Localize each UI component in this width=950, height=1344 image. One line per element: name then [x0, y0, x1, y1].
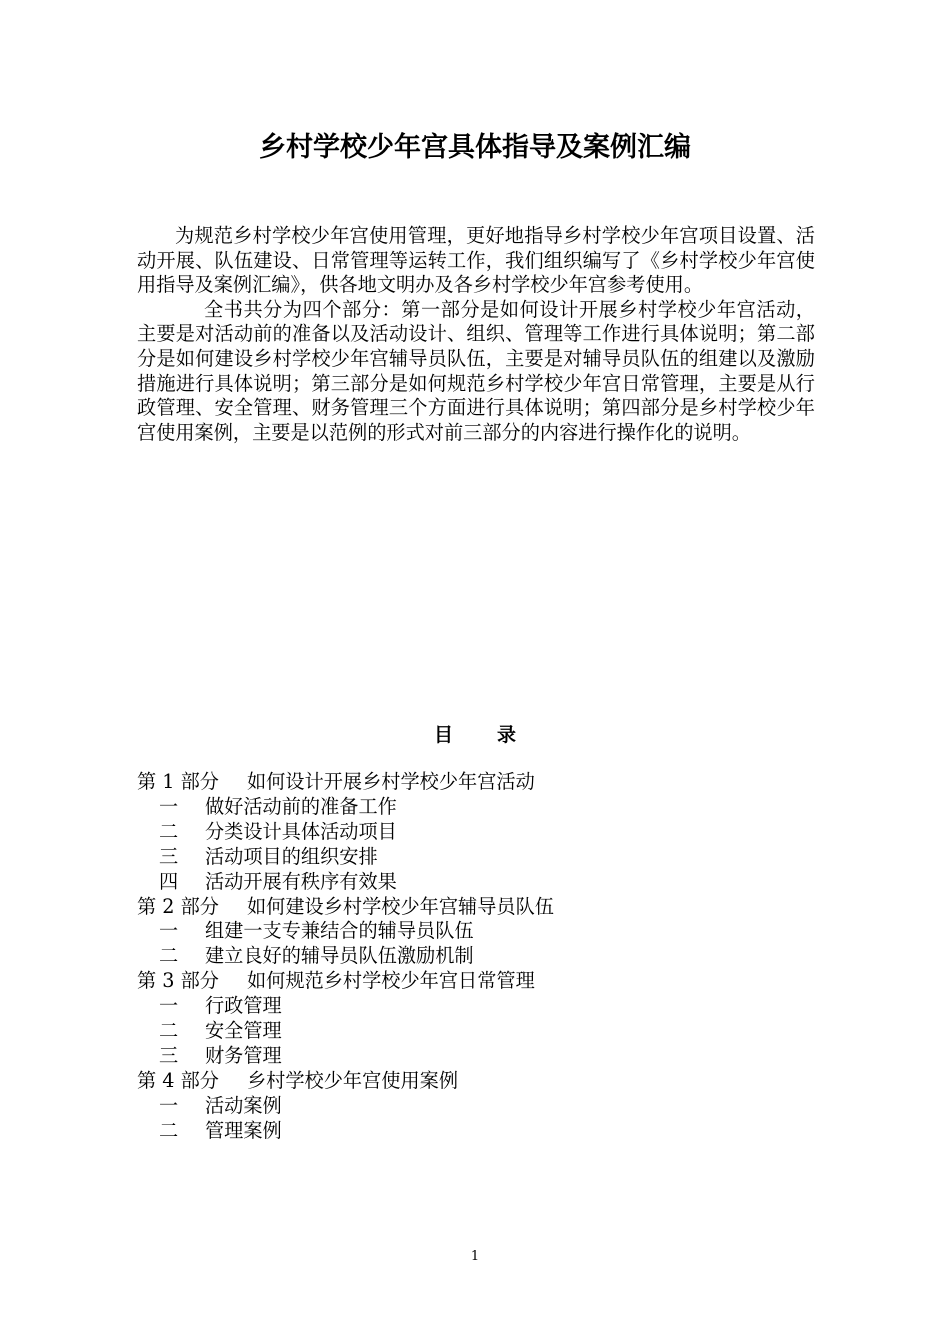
toc-item: [137, 845, 817, 870]
toc-item-number: 一: [159, 919, 179, 943]
toc-item-number: 三: [159, 844, 179, 868]
toc-item-title: 组建一支专兼结合的辅导员队伍: [205, 919, 474, 943]
toc-part-number: 第 4 部分: [137, 1068, 219, 1092]
toc-part-title: 如何建设乡村学校少年宫辅导员队伍: [247, 894, 554, 918]
toc-item-title: 活动项目的组织安排: [205, 844, 378, 868]
toc-item-title: 建立良好的辅导员队伍激励机制: [205, 944, 474, 968]
toc-part-number: 第 2 部分: [137, 894, 219, 918]
toc-item: [137, 1019, 817, 1044]
toc-item-number: 四: [159, 869, 179, 893]
toc-part-title: 乡村学校少年宫使用案例: [247, 1068, 459, 1092]
page-number: 1: [470, 1249, 480, 1264]
toc-item-title: 活动开展有秩序有效果: [205, 869, 397, 893]
toc-item: [137, 944, 817, 969]
toc-item-title: 分类设计具体活动项目: [205, 819, 397, 843]
toc-item-title: 行政管理: [205, 994, 282, 1018]
toc-item-title: 管理案例: [205, 1118, 282, 1142]
toc-item-title: 安全管理: [205, 1019, 282, 1043]
toc-item-number: 二: [159, 1019, 179, 1043]
toc-item-title: 财务管理: [205, 1043, 282, 1067]
toc-part-4: [137, 1069, 817, 1094]
toc-part-title: 如何设计开展乡村学校少年宫活动: [247, 770, 535, 793]
toc-item-number: 一: [159, 1093, 179, 1117]
toc-item: [137, 1119, 817, 1144]
intro-paragraph-2: 全书共分为四个部分：第一部分是如何设计开展乡村学校少年宫活动，主要是对活动前的准备以及活动设计、组织、管理等工作进行具体说明；第二部分是如何建设乡村学校少年宫辅导员队伍，主要是对辅导员队伍的组建以及激励措施进行具体说明；第三部分是如何规范乡村学校少年宫日常管理，主要是从行政管理、安全管理、财务管理三个方面进行具体说明；第四部分是乡村学校少年宫使用案例，主要是以范例的形式对前三部分的内容进行操作化的说明。: [137, 297, 815, 444]
toc-part-number: 第 3 部分: [137, 969, 219, 993]
toc-item: [137, 919, 817, 944]
toc-item: [137, 820, 817, 845]
intro-section: [137, 224, 815, 445]
toc-item: [137, 1044, 817, 1069]
document-title: 乡村学校少年宫具体指导及案例汇编: [259, 132, 691, 163]
toc-part-3: [137, 969, 817, 994]
toc-item-number: 三: [159, 1043, 179, 1067]
toc-item-number: 二: [159, 1118, 179, 1142]
intro-paragraph-1: 为规范乡村学校少年宫使用管理，更好地指导乡村学校少年宫项目设置、活动开展、队伍建设、日常管理等运转工作，我们组织编写了《乡村学校少年宫使用指导及案例汇编》，供各地文明办及各乡村学校少年宫参考使用。: [137, 224, 815, 297]
toc-part-2: [137, 895, 817, 920]
toc-item: [137, 994, 817, 1019]
table-of-contents: [137, 770, 817, 1144]
toc-item-title: 做好活动前的准备工作: [205, 794, 397, 818]
toc-part-title: 如何规范乡村学校少年宫日常管理: [247, 969, 535, 993]
toc-heading-char-2: 录: [497, 724, 517, 746]
toc-item-number: 二: [159, 944, 179, 968]
toc-item: [137, 795, 817, 820]
toc-heading: [0, 720, 950, 750]
toc-item-number: 一: [159, 994, 179, 1018]
toc-item: [137, 870, 817, 895]
toc-item-number: 二: [159, 819, 179, 843]
toc-item: [137, 1094, 817, 1119]
toc-item-title: 活动案例: [205, 1093, 282, 1117]
toc-part-number: 第 1 部分: [137, 770, 219, 793]
toc-heading-char-1: 目: [433, 724, 453, 746]
toc-item-number: 一: [159, 794, 179, 818]
toc-part-1: [137, 770, 817, 795]
